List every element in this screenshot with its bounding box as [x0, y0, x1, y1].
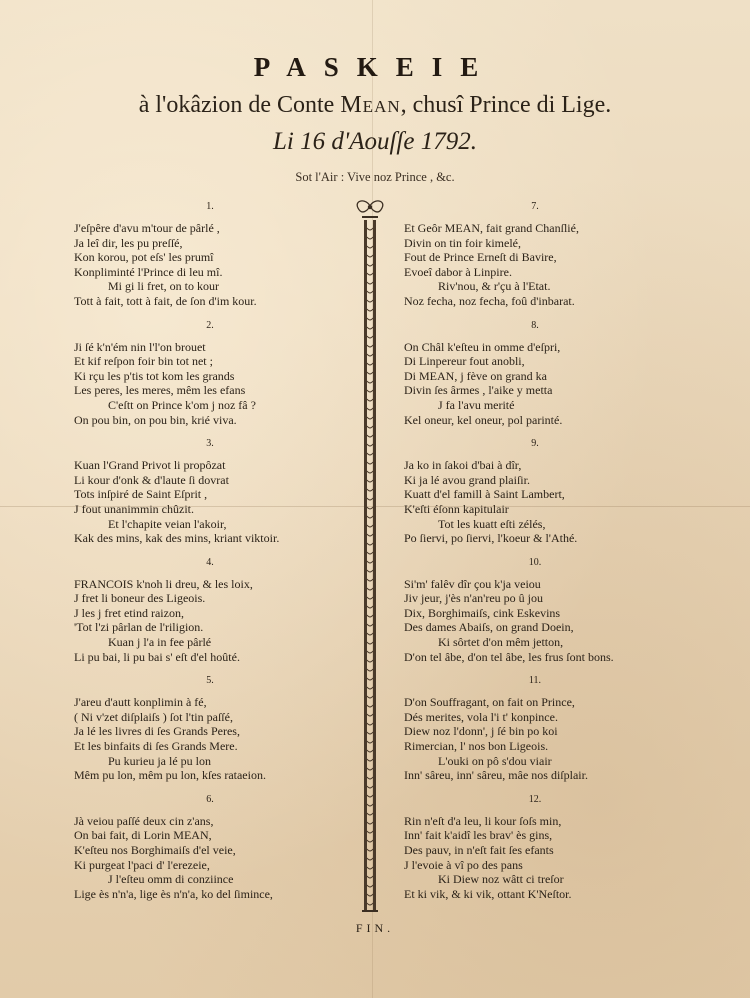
verse-line: Tot les kuatt eſti zélés,	[438, 516, 546, 531]
verse-line: Tots inſpiré de Saint Eſprit ,	[74, 487, 208, 502]
verse-line: Divin ſes ârmes , l'aike y metta	[404, 383, 553, 398]
verse-line: Kuan l'Grand Privot li propôzat	[74, 458, 226, 473]
stanza	[74, 674, 346, 783]
verse-line: Kel oneur, kel oneur, pol parinté.	[404, 412, 563, 427]
stanza-number: 3.	[206, 438, 214, 450]
stanza-number: 6.	[206, 793, 214, 805]
stanza-number: 2.	[206, 319, 214, 331]
verse-line: On Châl k'eſteu in omme d'eſpri,	[404, 339, 561, 354]
stanza	[404, 556, 666, 665]
right-column	[404, 200, 666, 901]
verse-line: Li pu bai, li pu bai s' eſt d'el hoûté.	[74, 649, 240, 664]
verse-line: Noz fecha, noz fecha, foû d'inbarat.	[404, 293, 575, 308]
stanza	[74, 437, 346, 546]
verse-line: Kak des mins, kak des mins, kriant viktoir.	[74, 531, 280, 546]
subtitle-name: Mean	[340, 92, 401, 118]
verse-line: Kuatt d'el famill à Saint Lambert,	[404, 487, 565, 502]
fin-mark: FIN.	[355, 921, 395, 935]
verse-line: Inn' fait k'aidî les brav' ès gins,	[404, 828, 553, 843]
stanza	[404, 200, 666, 309]
stanza	[74, 793, 346, 902]
verse-line: Lige ès n'n'a, lige ès n'n'a, ko del ſimince,	[74, 886, 273, 901]
verse-line: Des pauv, in n'eſt fait ſes efants	[404, 843, 554, 857]
verse-line: Divin on tin foir kimelé,	[404, 235, 521, 250]
verse-line: J'eſpêre d'avu m'tour de pârlé ,	[74, 221, 220, 235]
verse-line: Ja leî dir, les pu preſſé,	[74, 235, 183, 250]
stanza-number: 1.	[206, 201, 214, 212]
verse-line: Rimercian, l' nos bon Ligeois.	[404, 739, 549, 754]
page-title: PASKEIE	[253, 52, 497, 82]
page-date: Li 16 d'Aouſſe 1792.	[273, 128, 477, 155]
verse-line: Dés merites, vola l'i t' konpince.	[404, 709, 558, 724]
verse-line: Kuan j l'a in fee pârlé	[108, 635, 212, 650]
verse-line: Po ſiervi, po ſiervi, l'koeur & l'Athé.	[404, 531, 578, 546]
stanza	[74, 556, 346, 665]
verse-line: Diew noz l'donn', j ſé bin po koi	[404, 724, 558, 739]
verse-line: J fret li boneur des Ligeois.	[74, 591, 206, 606]
verse-line: Inn' sâreu, inn' sâreu, mâe nos diſplair.	[404, 768, 588, 783]
verse-line: Mêm pu lon, mêm pu lon, kſes rataeion.	[74, 768, 266, 783]
stanza	[404, 437, 666, 546]
verse-line: J fout unanimmin chûzit.	[74, 501, 194, 516]
verse-line: Ki Diew noz wâtt ci treſor	[438, 872, 564, 887]
stanza	[404, 793, 666, 902]
verse-line: Si'm' falêv dîr çou k'ja veiou	[404, 576, 541, 591]
stanza-number: 10.	[528, 556, 542, 568]
stanza	[404, 674, 666, 783]
verse-line: Et ki vik, & ki vik, ottant K'Neſtor.	[404, 886, 572, 901]
stanza-number: 9.	[531, 438, 539, 450]
stanza	[404, 319, 666, 428]
stanza-number: 12.	[528, 793, 542, 805]
verse-line: Et les binfaits di ſes Grands Mere.	[74, 739, 238, 754]
verse-line: FRANCOIS k'noh li dreu, & les loix,	[74, 576, 253, 591]
verse-line: Ji ſé k'n'ém nin l'l'on brouet	[74, 339, 206, 354]
verse-line: Ki rçu les p'tis tot kom les grands	[74, 368, 235, 383]
verse-line: D'on Souffragant, on fait on Prince,	[404, 695, 575, 710]
verse-line: Et Geôr MEAN, fait grand Chanſlié,	[404, 221, 579, 235]
stanza	[74, 319, 346, 428]
verse-line: Evoeî dabor à Linpire.	[404, 264, 512, 279]
verse-line: Ja lé les livres di ſes Grands Peres,	[74, 724, 240, 739]
verse-line: C'eſtt on Prince k'om j noz fâ ?	[108, 397, 256, 412]
verse-line: Fout de Prince Erneſt di Bavire,	[404, 250, 557, 265]
verse-line: K'eſteu nos Borghimaiſs d'el veie,	[74, 843, 236, 857]
verse-line: Di Linpereur fout anobli,	[404, 354, 525, 369]
tune-note: Sot l'Air : Vive noz Prince , &c.	[295, 170, 455, 184]
verse-line: 'Tot l'zi pârlan de l'riligion.	[74, 620, 204, 635]
verse-line: Kon korou, pot eſs' les prumî	[74, 250, 214, 265]
verse-line: J'areu d'autt konplimin à fé,	[74, 695, 207, 710]
stanza-number: 4.	[206, 556, 214, 568]
verse-line: Tott à fait, tott à fait, de ſon d'im kour.	[74, 293, 257, 308]
verse-line: Riv'nou, & r'çu à l'Etat.	[438, 279, 551, 294]
verse-line: Pu kurieu ja lé pu lon	[108, 753, 211, 768]
left-column	[74, 200, 346, 901]
verse-line: Di MEAN, j fève on grand ka	[404, 368, 547, 383]
verse-line: Ki ja lé avou grand plaiſir.	[404, 472, 530, 487]
verse-line: D'on tel âbe, d'on tel âbe, les frus ſont bons.	[404, 649, 614, 664]
verse-line: L'ouki on pô s'dou viair	[438, 753, 552, 768]
stanza-number: 5.	[206, 675, 214, 687]
verse-line: Des dames Abaiſs, on grand Doein,	[404, 620, 574, 635]
verse-line: Ki sôrtet d'on mêm jetton,	[438, 635, 564, 650]
verse-line: Konpliminté l'Prince di leu mî.	[74, 264, 223, 279]
page-subtitle	[0, 92, 750, 119]
stanza	[74, 200, 346, 309]
verse-line: On pou bin, on pou bin, krié viva.	[74, 412, 237, 427]
verse-line: Mi gi li fret, on to kour	[108, 279, 219, 294]
verse-line: Ki purgeat l'paci d' l'erezeie,	[74, 857, 210, 872]
verse-line: On bai fait, di Lorin MEAN,	[74, 828, 212, 843]
verse-line: Li kour d'onk & d'laute ſi dovrat	[74, 472, 229, 487]
verse-line: Dix, Borghimaiſs, cink Eskevins	[404, 605, 561, 620]
verse-line: J les j fret etind raizon,	[74, 605, 184, 620]
verse-line: K'eſti éſonn kapitulair	[404, 501, 509, 516]
verse-line: Ja ko in ſakoi d'bai à dîr,	[404, 458, 522, 473]
ornamental-divider	[352, 198, 388, 920]
subtitle-pre: à l'okâzion de Conte	[138, 92, 341, 118]
verse-line: Et kif reſpon foir bin tot net ;	[74, 354, 213, 369]
verse-line: J l'evoie à vî po des pans	[404, 857, 523, 872]
verse-line: Et l'chapite veian l'akoir,	[108, 516, 227, 531]
verse-line: Rin n'eſt d'a leu, li kour ſoſs min,	[404, 813, 562, 828]
stanza-number: 7.	[531, 201, 539, 212]
stanza-number: 11.	[528, 675, 542, 687]
verse-line: Jà veiou paſſé deux cin z'ans,	[74, 813, 214, 828]
subtitle-post: , chusî Prince di Lige.	[400, 92, 612, 118]
verse-line: J l'eſteu omm di conziince	[108, 872, 234, 887]
verse-line: J fa l'avu merité	[438, 397, 515, 412]
verse-line: Jiv jeur, j'ès n'an'reu po û jou	[404, 591, 543, 606]
verse-line: ( Ni v'zet diſplaiſs ) ſot l'tin paſſé,	[74, 709, 233, 724]
stanza-number: 8.	[531, 319, 539, 331]
verse-line: Les peres, les meres, mêm les efans	[74, 383, 246, 398]
